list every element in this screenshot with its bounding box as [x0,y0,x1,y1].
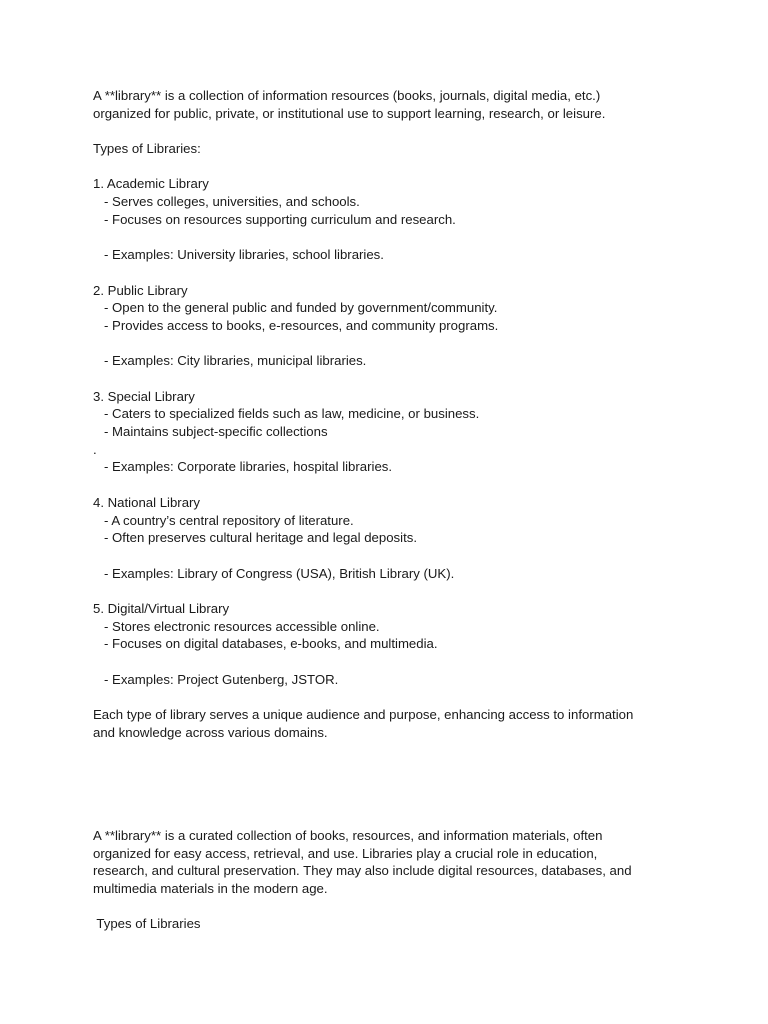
text-line [93,547,693,565]
text-line: - Focuses on digital databases, e-books, and multimedia. [93,636,438,652]
text-line: - Examples: Library of Congress (USA), British Library (UK). [93,565,455,581]
text-line [93,264,693,282]
text-line [93,688,693,706]
text-line: organized for easy access, retrieval, and use. Libraries play a crucial role in education, [93,845,598,861]
text-line [93,122,693,140]
text-line: 4. National Library [93,494,201,510]
text-line: - Examples: Project Gutenberg, JSTOR. [93,671,339,687]
text-line: A **library** is a collection of information resources (books, journals, digital media, etc.) [93,88,601,103]
text-line: - Stores electronic resources accessible online. [93,618,380,634]
text-line: - Focuses on resources supporting curriculum and research. [93,211,456,227]
text-line: - Often preserves cultural heritage and legal deposits. [93,530,418,546]
text-line [93,158,693,176]
text-line: - Examples: University libraries, school libraries. [93,247,384,263]
text-line: A **library** is a curated collection of books, resources, and information materials, often [93,828,603,843]
text-line [93,370,693,388]
text-line: - Serves colleges, universities, and schools. [93,194,360,210]
text-line: organized for public, private, or institutional use to support learning, research, or leisure. [93,105,606,121]
text-line [93,653,693,671]
text-line: 1. Academic Library [93,176,209,192]
text-line [93,582,693,600]
text-line: 5. Digital/Virtual Library [93,600,230,616]
text-block-first [93,87,693,741]
text-line: research, and cultural preservation. They may also include digital resources, databases, and [93,863,632,879]
text-line [93,898,693,916]
text-line: multimedia materials in the modern age. [93,881,328,897]
text-line: 2. Public Library [93,282,188,298]
text-line: - Caters to specialized fields such as law, medicine, or business. [93,406,480,422]
text-block-second [93,827,693,933]
text-line: - Provides access to books, e-resources, and community programs. [93,317,499,333]
text-line: - A country’s central repository of literature. [93,512,354,528]
text-line: - Examples: City libraries, municipal libraries. [93,353,367,369]
text-line: . [93,441,97,457]
text-line: Types of Libraries: [93,141,201,157]
text-line: - Open to the general public and funded by government/community. [93,300,498,316]
text-line [93,229,693,247]
text-line: Types of Libraries [93,916,201,932]
text-line [93,476,693,494]
text-line: 3. Special Library [93,388,195,404]
text-line: and knowledge across various domains. [93,724,328,740]
text-line [93,335,693,353]
text-line: - Examples: Corporate libraries, hospital libraries. [93,459,393,475]
text-line: - Maintains subject-specific collections [93,424,328,440]
text-line: Each type of library serves a unique audience and purpose, enhancing access to information [93,707,634,723]
